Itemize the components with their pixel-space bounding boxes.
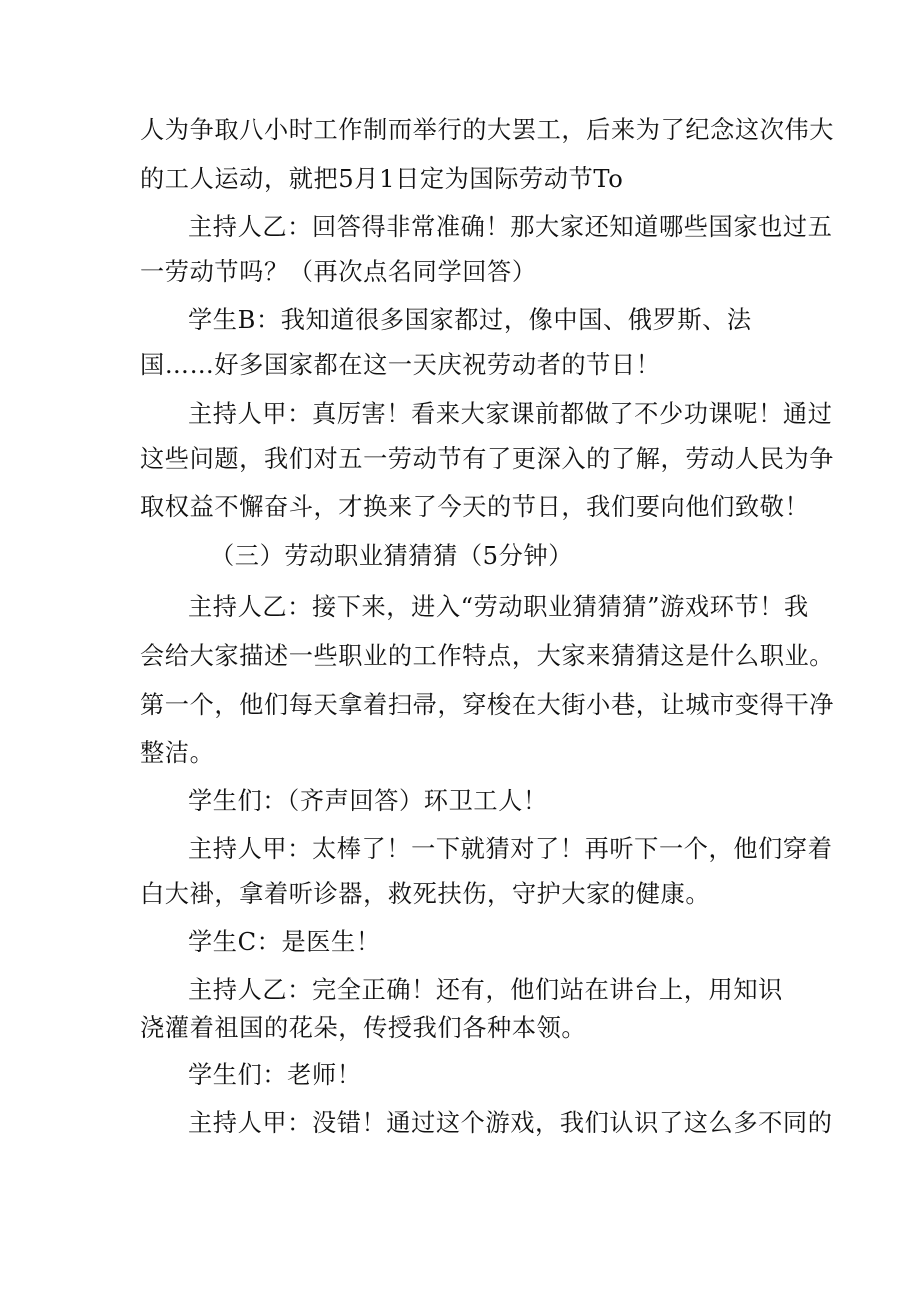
text-line: 第一个，他们每天拿着扫帚，穿梭在大街小巷，让城市变得干净 [140,691,835,719]
text-line: 白大褂，拿着听诊器，救死扶伤，守护大家的健康。 [140,880,711,908]
text-line: 的工人运动，就把5月1日定为国际劳动节To [140,165,624,193]
dialogue-host-a: 主持人甲：真厉害！看来大家课前都做了不少功课呢！通过 [188,400,833,428]
dialogue-host-b: 主持人乙：完全正确！还有，他们站在讲台上，用知识 [188,976,783,1004]
text-line: 浇灌着祖国的花朵，传授我们各种本领。 [140,1014,587,1042]
dialogue-host-b: 主持人乙：回答得非常准确！那大家还知道哪些国家也过五 [188,213,833,241]
dialogue-host-a: 主持人甲：太棒了！一下就猜对了！再听下一个，他们穿着 [188,835,833,863]
text-line: 国……好多国家都在这一天庆祝劳动者的节日！ [140,351,661,379]
text-line: 这些问题，我们对五一劳动节有了更深入的了解，劳动人民为争 [140,445,835,473]
text-line: 人为争取八小时工作制而举行的大罢工，后来为了纪念这次伟大 [140,116,835,144]
dialogue-host-b: 主持人乙：接下来，进入“劳动职业猜猜猜”游戏环节！我 [188,593,809,621]
dialogue-host-a: 主持人甲：没错！通过这个游戏，我们认识了这么多不同的 [188,1109,833,1137]
dialogue-student-b: 学生B：我知道很多国家都过，像中国、俄罗斯、法 [188,306,752,334]
text-line: 取权益不懈奋斗，才换来了今天的节日，我们要向他们致敬！ [140,493,810,521]
text-line: 一劳动节吗？（再次点名同学回答） [140,258,537,286]
text-line: 整洁。 [140,739,215,767]
section-heading: （三）劳动职业猜猜猜（5分钟） [210,542,574,570]
text-line: 会给大家描述一些职业的工作特点，大家来猜猜这是什么职业。 [140,642,835,670]
dialogue-students: 学生们：（齐声回答）环卫工人！ [188,787,548,815]
dialogue-students: 学生们：老师！ [188,1061,362,1089]
dialogue-student-c: 学生C：是医生！ [188,928,381,956]
